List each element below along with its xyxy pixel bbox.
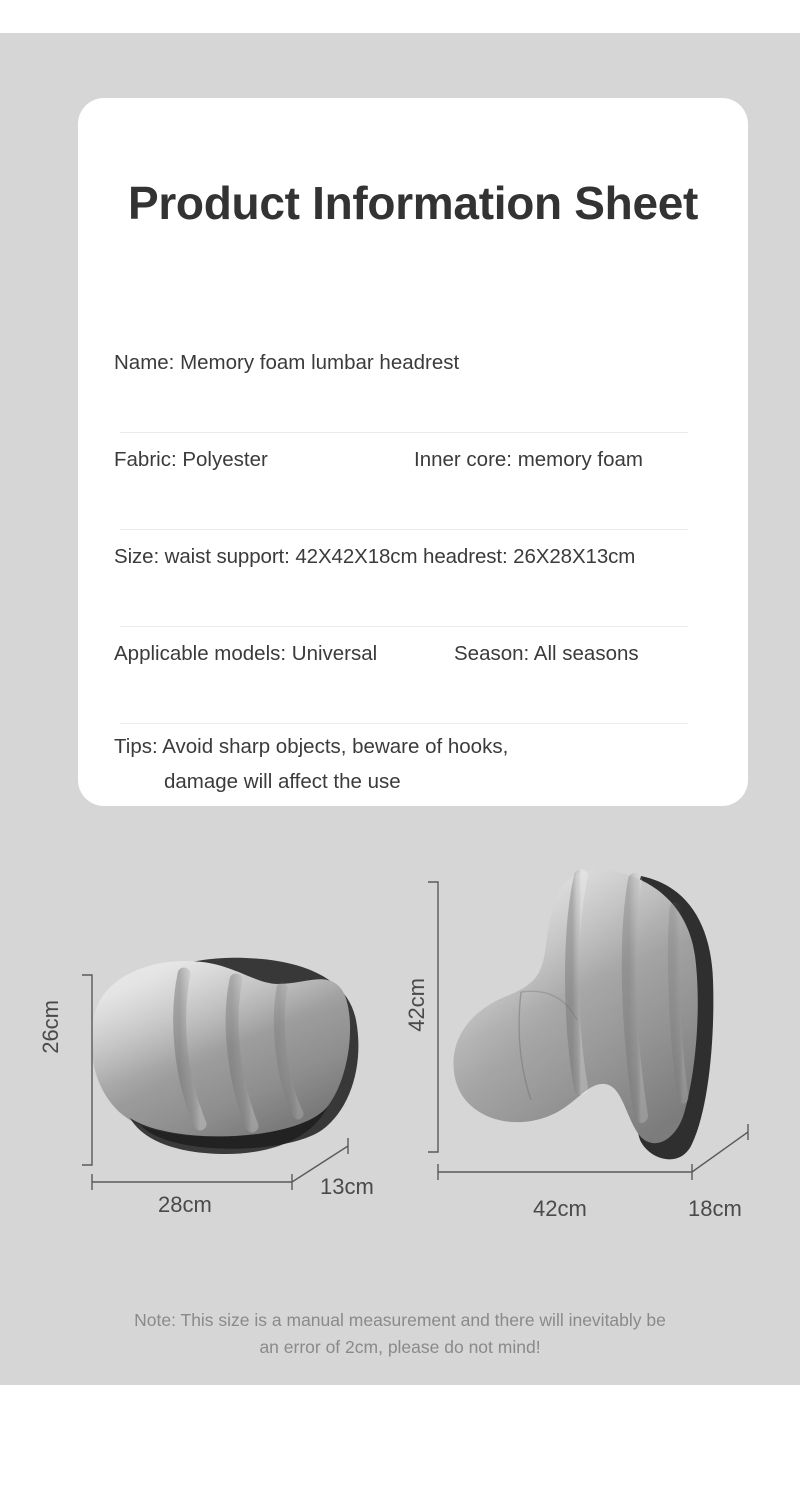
spec-size-value: Size: waist support: 42X42X18cm headrest: 26X28X13cm [114,545,636,568]
headrest-dimension-lines [0,950,400,1210]
tips-text-line-2: damage will affect the use [164,769,401,793]
spec-row-size [78,530,748,627]
headrest-height-label: 26cm [38,1000,63,1054]
headrest-width-label: 28cm [158,1192,212,1217]
page-title: Product Information Sheet [127,177,699,229]
spec-row-name [78,336,748,433]
spec-fabric-value: Fabric: Polyester [114,448,268,471]
measurement-note-line-1: Note: This size is a manual measurement and there will inevitably be [134,1310,666,1330]
spec-applicable-models-value: Applicable models: Universal [114,642,378,665]
spec-name-value: Name: Memory foam lumbar headrest [114,351,460,374]
spec-row-tips [78,724,748,821]
tips-text-line-1: Tips: Avoid sharp objects, beware of hooks, [114,735,509,758]
dimension-bracket-height [82,975,92,1165]
spec-row-material [78,433,748,530]
measurement-note-line-2: an error of 2cm, please do not mind! [259,1337,541,1358]
spec-list [78,336,748,821]
product-information-card [78,98,748,806]
product-dimension-illustrations [0,840,800,1260]
waist-support-dimension-lines [400,860,800,1210]
spec-row-models [78,627,748,724]
measurement-note [0,1307,800,1361]
waist-support-depth-label: 18cm [688,1196,742,1221]
spec-inner-core-value: Inner core: memory foam [414,448,643,471]
waist-support-height-label: 42cm [404,978,429,1032]
spec-season-value: Season: All seasons [454,642,639,665]
headrest-depth-label: 13cm [320,1174,374,1199]
waist-support-width-label: 42cm [533,1196,587,1221]
dimension-line-depth [692,1132,748,1172]
